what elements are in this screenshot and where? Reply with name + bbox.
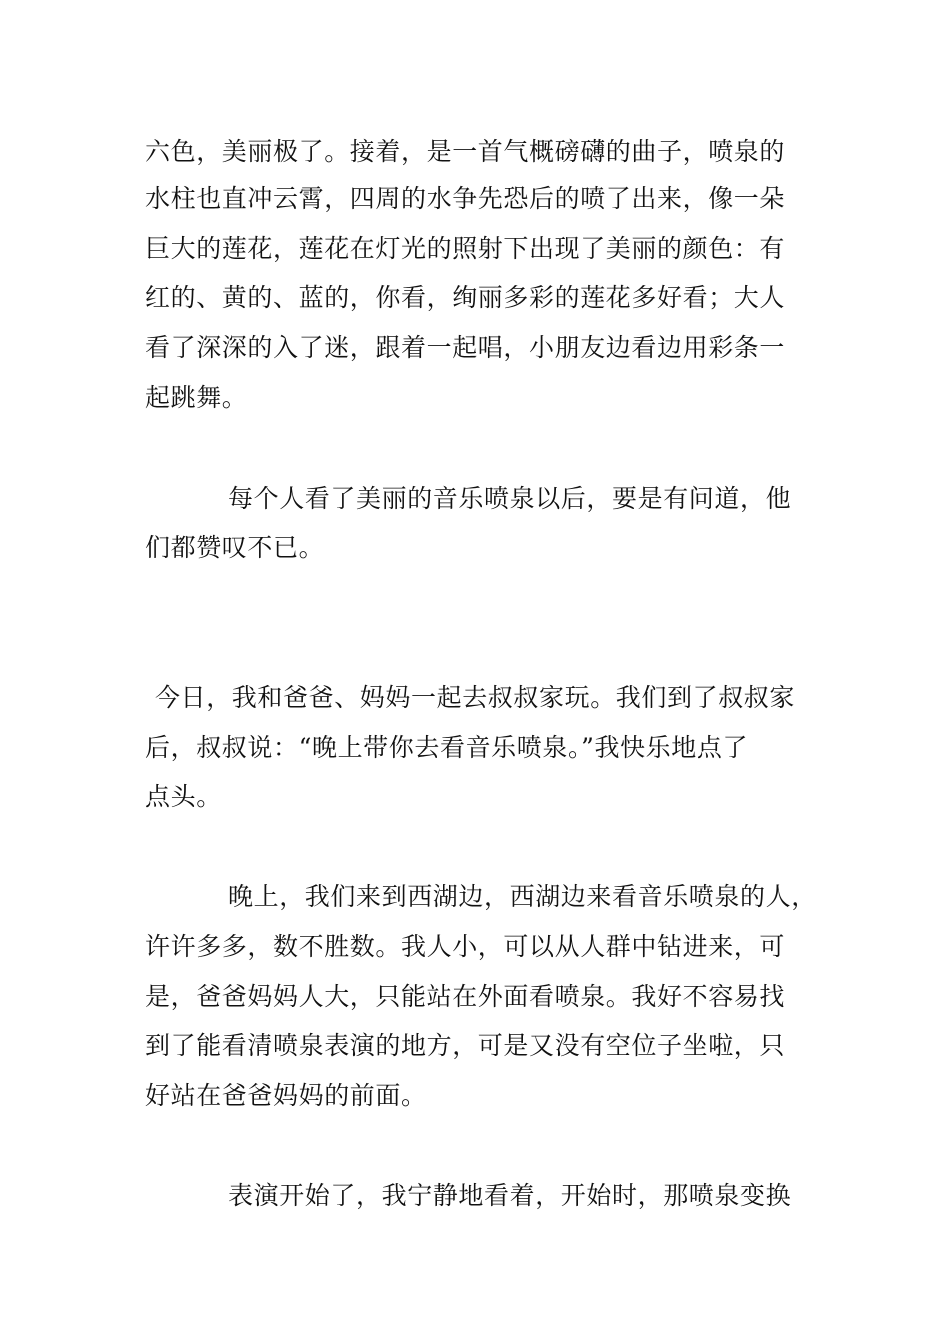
text-line: 看了深深的入了迷，跟着一起唱，小朋友边看边用彩条一 <box>145 333 786 362</box>
text-line: 每个人看了美丽的音乐喷泉以后，要是有问道，他 <box>228 484 792 513</box>
text-line: 红的、黄的、蓝的，你看，绚丽多彩的莲花多好看；大人 <box>145 283 786 312</box>
text-line: 今日，我和爸爸、妈妈一起去叔叔家玩。我们到了叔叔家 <box>155 683 796 712</box>
text-line: 晚上，我们来到西湖边，西湖边来看音乐喷泉的人， <box>228 882 817 911</box>
text-line: 们都赞叹不已。 <box>145 533 325 562</box>
text-line: 起跳舞。 <box>145 383 248 412</box>
text-line: 点头。 <box>145 782 222 811</box>
text-line: 许许多多，数不胜数。我人小，可以从人群中钻进来，可 <box>145 932 786 961</box>
text-line: 水柱也直冲云霄，四周的水争先恐后的喷了出来，像一朵 <box>145 184 786 213</box>
text-line: 巨大的莲花，莲花在灯光的照射下出现了美丽的颜色：有 <box>145 234 786 263</box>
text-line: 六色，美丽极了。接着，是一首气概磅礴的曲子，喷泉的 <box>145 137 786 166</box>
text-line: 好站在爸爸妈妈的前面。 <box>145 1081 427 1110</box>
text-line: 后，叔叔说：“晚上带你去看音乐喷泉。”我快乐地点了 <box>145 733 749 762</box>
text-line: 表演开始了，我宁静地看着，开始时，那喷泉变换 <box>228 1181 792 1210</box>
text-line: 到了能看清喷泉表演的地方，可是又没有空位子坐啦，只 <box>145 1031 786 1060</box>
text-line: 是，爸爸妈妈人大，只能站在外面看喷泉。我好不容易找 <box>145 982 786 1011</box>
